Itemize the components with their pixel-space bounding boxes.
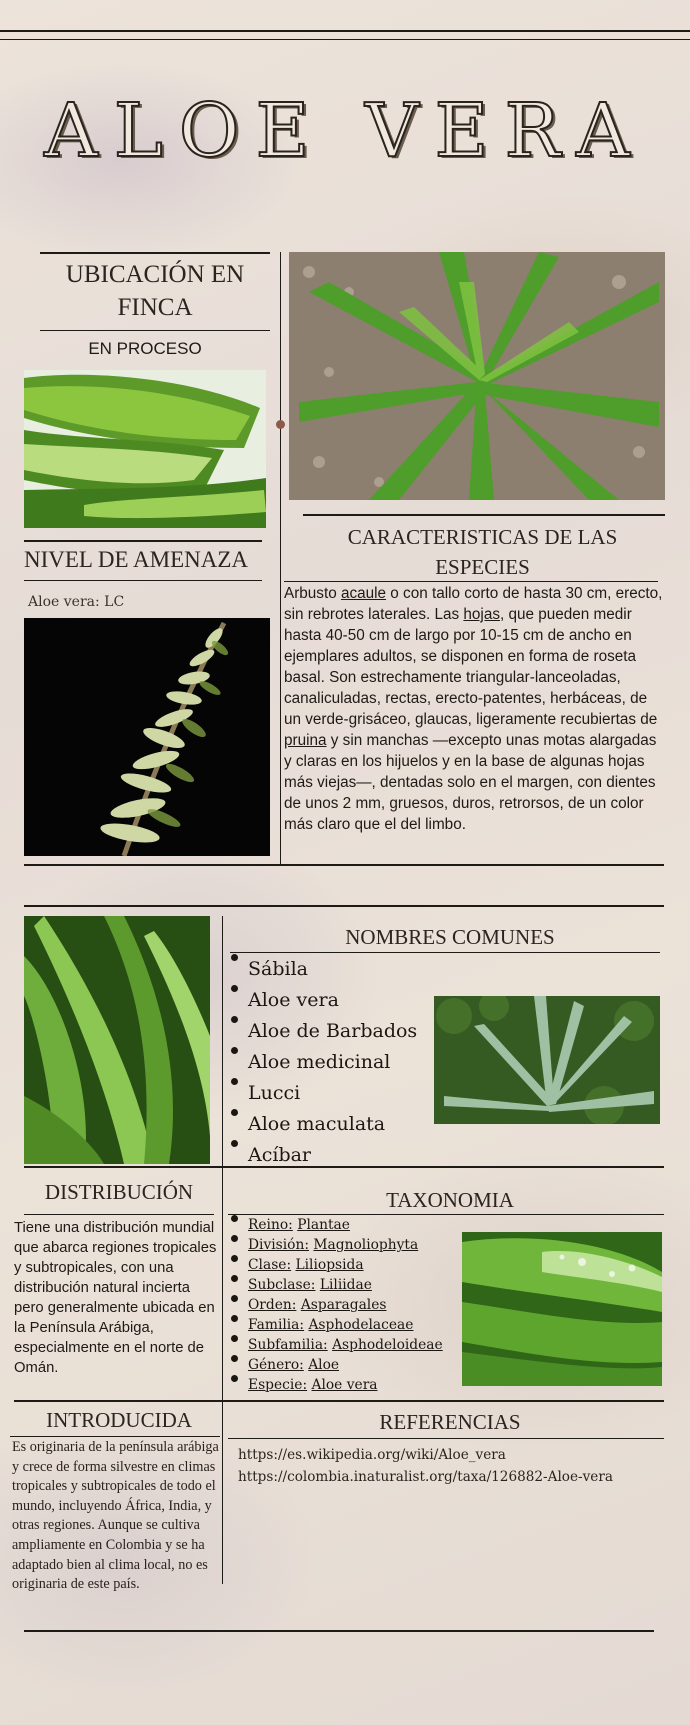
taxonomia-row (228, 1355, 468, 1375)
tax-rank: Orden: (248, 1297, 297, 1313)
section1-bottom-rule (24, 864, 664, 866)
tax-value[interactable]: Aloe (308, 1357, 340, 1373)
aloe-rosette-photo (289, 252, 665, 500)
taxonomia-row (228, 1235, 468, 1255)
introducida-heading: INTRODUCIDA (46, 1408, 192, 1432)
link-pruina[interactable]: pruina (284, 732, 327, 749)
distribucion-text: Tiene una distribución mundial que abarca regiones tropicales y subtropicales, con una distribución natural incierta pero generalmente ubicada en la Península Arábiga, especialmente en el norte de Omán. (14, 1220, 217, 1376)
taxonomia-row (228, 1295, 468, 1315)
tax-value[interactable]: Asparagales (300, 1297, 387, 1313)
top-rule (0, 30, 690, 32)
tax-value[interactable]: Asphodelaceae (308, 1317, 414, 1333)
aloe-gel-leaf-photo (462, 1232, 662, 1386)
section4-divider (222, 1402, 223, 1584)
top-rule-thin (0, 39, 690, 40)
nombre-item: Aloe de Barbados (228, 1016, 438, 1047)
taxonomia-list (228, 1215, 468, 1395)
caracteristicas-p3: , que pueden medir hasta 40-50 cm de largo por 10-15 cm de ancho en ejemplares adultos, se disponen en forma de roseta basal. Son estrechamente triangular-lanceoladas, canaliculadas, rectas, erecto-patentes, herbáceas, de un verde-grisáceo, glaucas, ligeramente recubiertas de (284, 606, 658, 728)
ubicacion-rule-bottom (40, 330, 270, 331)
taxonomia-row (228, 1315, 468, 1335)
ubicacion-value: EN PROCESO (88, 339, 202, 358)
nombres-rule (230, 952, 660, 953)
tax-value[interactable]: Liliidae (319, 1277, 372, 1293)
referencias-rule (228, 1438, 664, 1439)
caracteristicas-heading: CARACTERISTICAS DE LAS ESPECIES (347, 525, 618, 579)
ubicacion-heading: UBICACIÓN EN FINCA (65, 261, 245, 321)
tax-rank: Subclase: (248, 1277, 316, 1293)
page-bottom-rule (24, 1630, 654, 1632)
divider-dot (276, 420, 285, 429)
nombres-heading: NOMBRES COMUNES (345, 925, 555, 949)
caracteristicas-text (284, 583, 664, 835)
tax-value[interactable]: Liliopsida (295, 1257, 364, 1273)
taxonomia-row (228, 1335, 468, 1355)
introducida-rule (10, 1436, 220, 1437)
tax-rank: Subfamilia: (248, 1337, 328, 1353)
tax-rank: División: (248, 1237, 310, 1253)
referencia-link[interactable]: https://es.wikipedia.org/wiki/Aloe_vera (238, 1447, 506, 1463)
nombre-item: Lucci (228, 1078, 438, 1109)
aloe-leaves-closeup-photo (24, 916, 210, 1164)
distribucion-rule (24, 1214, 214, 1215)
amenaza-value: Aloe vera: LC (28, 594, 125, 610)
taxonomia-row (228, 1375, 468, 1395)
nombre-item: Acíbar (228, 1140, 438, 1171)
amenaza-rule-bottom (24, 580, 262, 581)
section3-bottom-rule (14, 1400, 664, 1402)
link-hojas[interactable]: hojas (463, 606, 500, 623)
nombre-item: Sábila (228, 954, 438, 985)
referencias-heading: REFERENCIAS (379, 1410, 521, 1434)
tax-value[interactable]: Aloe vera (311, 1377, 378, 1393)
section3-divider (222, 1168, 223, 1400)
tax-rank: Género: (248, 1357, 304, 1373)
tax-value[interactable]: Asphodeloideae (332, 1337, 443, 1353)
ubicacion-rule-top (40, 252, 270, 254)
page-title: ALOE VERA (44, 88, 646, 174)
aloe-flower-spike-photo (24, 618, 270, 856)
nombre-item: Aloe medicinal (228, 1047, 438, 1078)
distribucion-heading: DISTRIBUCIÓN (44, 1180, 194, 1204)
tax-rank: Clase: (248, 1257, 292, 1273)
taxonomia-heading: TAXONOMIA (386, 1188, 514, 1212)
caracteristicas-p4: y sin manchas —excepto unas motas alargadas y claras en los hijuelos y en la base de algunas hojas más viejas—, dentadas solo en el margen, con dientes de unos 2 mm, gruesos, duros, retrorsos, de un color más claro que el del limbo. (284, 732, 657, 833)
link-acaule[interactable]: acaule (340, 585, 387, 602)
section2-divider (222, 916, 223, 1166)
aloe-cut-leaf-photo (24, 370, 266, 528)
tax-value[interactable]: Plantae (297, 1217, 350, 1233)
caracteristicas-rule-bottom (284, 581, 658, 582)
section1-divider (280, 252, 281, 864)
section2-mid-rule (24, 1166, 664, 1168)
tax-rank: Reino: (248, 1217, 293, 1233)
amenaza-rule-top (24, 540, 262, 542)
section2-top-rule (24, 905, 664, 907)
taxonomia-row (228, 1275, 468, 1295)
nombre-item: Aloe vera (228, 985, 438, 1016)
tax-value[interactable]: Magnoliophyta (313, 1237, 419, 1253)
caracteristicas-p2: o con tallo corto de hasta 30 cm, erecto, sin rebrotes laterales. Las (284, 585, 663, 623)
taxonomia-row (228, 1255, 468, 1275)
aloe-plant-garden-photo (434, 996, 660, 1124)
amenaza-heading: NIVEL DE AMENAZA (24, 547, 249, 572)
referencia-link[interactable]: https://colombia.inaturalist.org/taxa/126882-Aloe-vera (238, 1469, 613, 1485)
nombres-list (228, 954, 438, 1171)
nombre-item: Aloe maculata (228, 1109, 438, 1140)
tax-rank: Especie: (248, 1377, 308, 1393)
caracteristicas-p1: Arbusto (284, 585, 341, 602)
tax-rank: Familia: (248, 1317, 305, 1333)
caracteristicas-rule-top (303, 514, 665, 516)
introducida-text: Es originaria de la península arábiga y crece de forma silvestre en climas tropicales y subtropicales de todo el mundo, incluyendo África, India, y otras regiones. Aunque se cultiva ampliamente en Colombia y se ha adaptado bien al clima local, no es originaria de este país. (12, 1439, 219, 1593)
taxonomia-row (228, 1215, 468, 1235)
